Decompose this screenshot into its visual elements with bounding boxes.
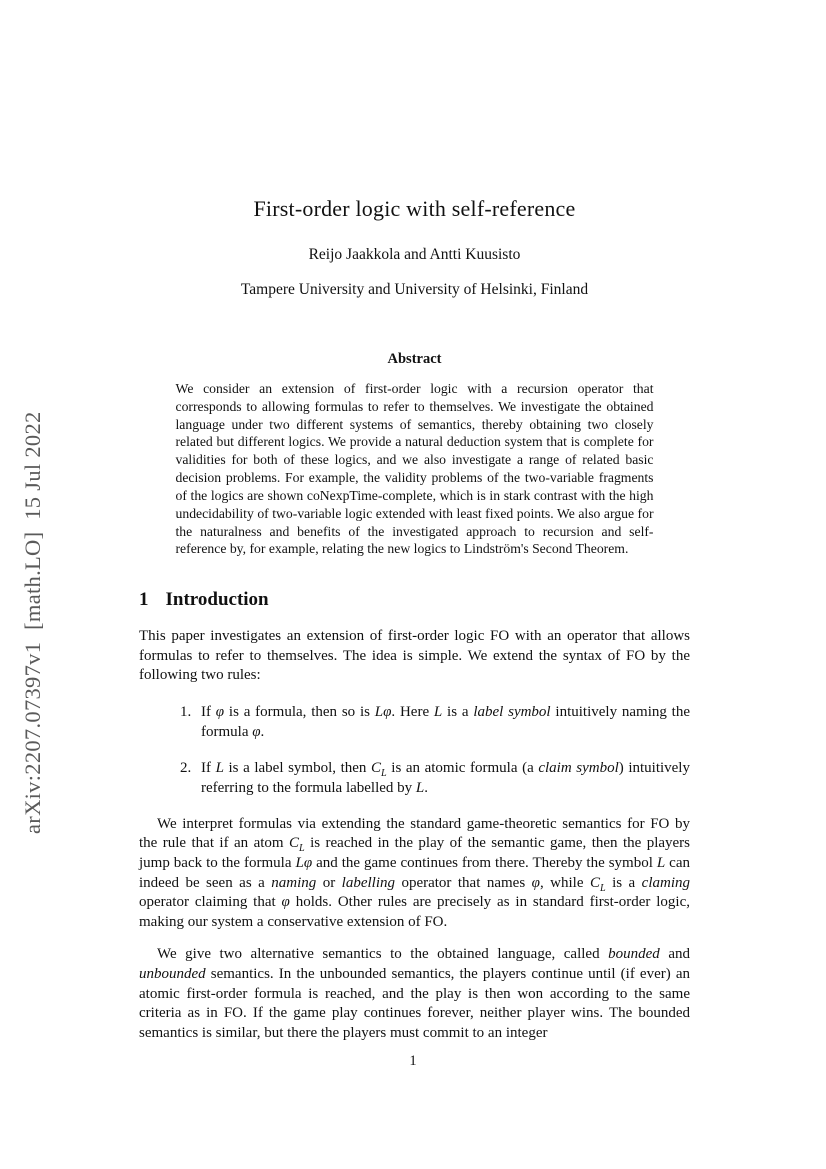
list-item-number: 1.: [180, 704, 192, 721]
arxiv-watermark: arXiv:2207.07397v1 [math.LO] 15 Jul 2022: [20, 411, 45, 834]
abstract-heading: Abstract: [387, 351, 442, 367]
paper-affiliation: Tampere University and University of Helsinki, Finland: [240, 281, 589, 298]
paper-content-column: [139, 0, 690, 1044]
abstract-block: [176, 351, 654, 558]
abstract-text: We consider an extension of first-order logic with a recursion operator that corresponds to allowing formulas to refer to themselves. We investigate the obtained language under two different systems of semantics, thereby obtaining two closely related but different logics. We provide a natural deduction system that is complete for validities for both of these logics, and we also investigate a range of related basic decision problems. For example, the validity problems of the two-variable fragments of the logics are shown coNexpTime-complete, which is in stark contrast with the high undecidability of two-variable logic extended with least fixed points. We also argue for the naturalness and benefits of the investigated approach to recursion and self-reference by, for example, relating the new logics to Lindström's Second Theorem.: [175, 381, 654, 557]
list-item: [139, 759, 690, 798]
intro-paragraph-2: We interpret formulas via extending the standard game-theoretic semantics for FO by the rule that if an atom $C_L$ is reached in the play of the semantic game, then the players jump back to the formula Lφ and the game continues from there. Thereby the symbol L can indeed be seen as a naming or labelling operator that names φ, while $C_L$ is a claming operator claiming that φ holds. Other rules are precisely as in standard first-order logic, making our system a conservative extension of FO.: [139, 815, 691, 930]
list-item-text: If φ is a formula, then so is Lφ. Here L is a label symbol intuitively naming the formula φ.: [201, 704, 690, 740]
section-number: 1: [139, 589, 149, 611]
intro-paragraph-1: This paper investigates an extension of first-order logic FO with an operator that allows formulas to refer to themselves. The idea is simple. We extend the syntax of FO by the following two rules:: [139, 628, 690, 684]
paper-authors: Reijo Jaakkola and Antti Kuusisto: [308, 246, 521, 263]
list-item-number: 2.: [180, 760, 192, 777]
list-item-text: If L is a label symbol, then $C_L$ is an atomic formula (a claim symbol) intuitively referring to the formula labelled by L.: [201, 760, 690, 796]
intro-paragraph-3: We give two alternative semantics to the obtained language, called bounded and unbounded semantics. In the unbounded semantics, the players continue until (if ever) an atomic first-order formula is reached, and the play is then won according to the same criteria as in FO. If the game play continues forever, neither player wins. The bounded semantics is similar, but there the players must commit to an integer: [139, 946, 690, 1042]
paper-title: First-order logic with self-reference: [253, 196, 576, 221]
syntax-rules-list: [139, 703, 690, 799]
list-item: [139, 703, 690, 742]
section-heading-introduction: [139, 589, 690, 611]
section-title: Introduction: [165, 589, 269, 611]
page-number: 1: [409, 1053, 417, 1069]
